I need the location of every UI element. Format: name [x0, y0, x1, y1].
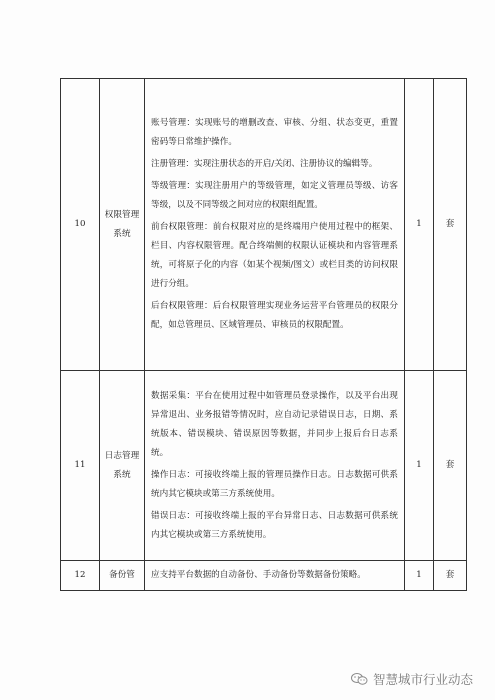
- row-number: 12: [61, 561, 100, 591]
- description-paragraph: 应支持平台数据的自动备份、手动备份等数据备份策略。: [151, 570, 366, 580]
- watermark: [351, 670, 473, 688]
- row-number: 11: [61, 371, 100, 561]
- spec-table: [60, 78, 467, 591]
- description-cell: [145, 79, 405, 371]
- unit: 套: [434, 79, 467, 371]
- quantity: 1: [405, 371, 434, 561]
- quantity: 1: [405, 561, 434, 591]
- system-name: 备份管: [100, 561, 145, 591]
- description-paragraph: 后台权限管理：后台权限管理实现业务运营平台管理员的权限分配，如总管理员、区域管理员、审核员的权限配置。: [151, 301, 398, 330]
- description-paragraph: 前台权限管理：前台权限对应的是终端用户使用过程中的框架、栏目、内容权限管理。配合终端侧的权限认证模块和内容管理系统，可将原子化的内容（如某个视频/图文）或栏目类的访问权限进行分组。: [151, 222, 398, 289]
- description-paragraph: 操作日志：可接收终端上报的管理员操作日志。日志数据可供系统内其它模块或第三方系统使用。: [151, 469, 398, 499]
- description-paragraph: 账号管理：实现账号的增删改查、审核、分组、状态变更，重置密码等日常维护操作。: [151, 118, 398, 147]
- table-row: [61, 561, 467, 591]
- wechat-icon: [351, 673, 368, 685]
- system-name: 权限管理系统: [100, 79, 145, 371]
- description-cell: [145, 371, 405, 561]
- description-paragraph: 注册管理：实现注册状态的开启/关闭、注册协议的编辑等。: [151, 159, 378, 169]
- row-number: 10: [61, 79, 100, 371]
- description-cell: [145, 561, 405, 591]
- system-name: 日志管理系统: [100, 371, 145, 561]
- watermark-text: 智慧城市行业动态: [372, 672, 473, 687]
- unit: 套: [434, 561, 467, 591]
- quantity: 1: [405, 79, 434, 371]
- description-paragraph: 等级管理：实现注册用户的等级管理，如定义管理员等级、访客等级，以及不同等级之间对应的权限组配置。: [151, 181, 398, 210]
- table-row: [61, 371, 467, 561]
- description-paragraph: 错误日志：可接收终端上报的平台异常日志、日志数据可供系统内其它模块或第三方系统使用。: [151, 510, 398, 540]
- unit: 套: [434, 371, 467, 561]
- description-paragraph: 数据采集：平台在使用过程中如管理员登录操作，以及平台出现异常退出、业务报错等情况时，应自动记录错误日志，日期、系统版本、错误模块、错误原因等数据，并同步上报后台日志系统。: [151, 390, 398, 458]
- table-row: [61, 79, 467, 371]
